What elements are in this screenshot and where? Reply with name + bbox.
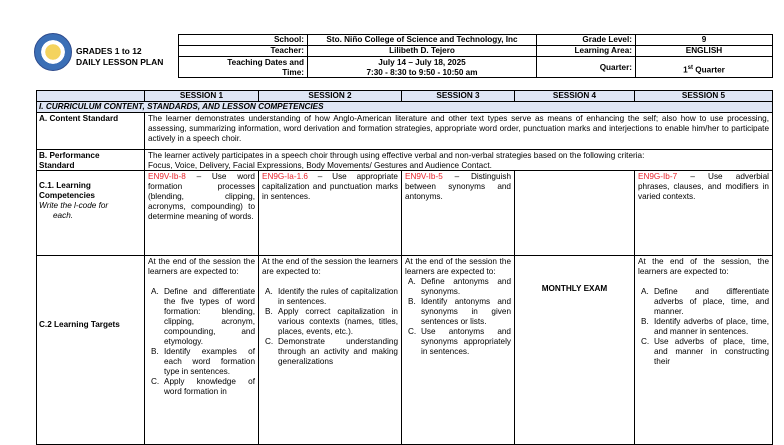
learning-area-label: Learning Area: — [536, 45, 636, 57]
learning-area-value: ENGLISH — [635, 45, 773, 57]
grade-label: Grade Level: — [536, 34, 636, 46]
competency-session-1: EN9V-Ib-8 – Use word formation processes (blending, clipping, acronyms, compounding) to determine meaning of words. — [144, 170, 259, 256]
target-item: A. Define and differentiate adverbs of place, time, and manner. — [641, 287, 769, 316]
targets-session-2: At the end of the session the learners are expected to: A. Identify the rules of capitalization in sentences. B. Apply correct capitalization in various contexts (names, titles, places, events, etc.). C. Demonstrate understanding through an activity and making generalizations — [258, 255, 402, 445]
competency-session-3: EN9V-Ib-5 – Distinguish between synonyms and antonyms. — [401, 170, 515, 256]
competency-session-4 — [514, 170, 635, 256]
content-standard-label: A. Content Standard — [36, 112, 145, 150]
target-item: B. Identify adverbs of place, time, and manner in sentences. — [641, 317, 769, 336]
session-1-header: SESSION 1 — [144, 90, 259, 102]
teacher-label: Teacher: — [178, 45, 308, 57]
monthly-exam: MONTHLY EXAM — [514, 255, 635, 445]
targets-session-1: At the end of the session the learners are expected to: A. Define and differentiate the five types of word formation: blending, clipping, acronym, compounding, and etymology. B. Identify examples of each word formation type in sentences. C. Apply knowledge of word formation in — [144, 255, 259, 445]
learning-targets-label: C.2 Learning Targets — [36, 255, 145, 445]
competency-session-5: EN9G-Ib-7 – Use adverbial phrases, clauses, and modifiers in varied contexts. — [634, 170, 773, 256]
grade-value: 9 — [635, 34, 773, 46]
quarter-value: 1st Quarter — [635, 56, 773, 78]
section-title: I. CURRICULUM CONTENT, STANDARDS, AND LESSON COMPETENCIES — [36, 101, 773, 113]
target-item: C. Apply knowledge of word formation in — [151, 377, 255, 396]
content-standard-text: The learner demonstrates understanding of how Anglo-American literature and other text types serve as means of enhancing the self; also how to use processing, assessing, summarizing information, word derivation and formation strategies, appropriate word order, punctuation marks and interjections to enable him/her to participate actively in a speech choir. — [144, 112, 773, 150]
target-item: B. Identify examples of each word formation type in sentences. — [151, 347, 255, 376]
target-item: C. Use antonyms and synonyms appropriately in sentences. — [408, 327, 511, 356]
target-item: C. Use adverbs of place, time, and manner in constructing their — [641, 337, 769, 366]
target-item: A. Identify the rules of capitalization in sentences. — [265, 287, 398, 306]
school-label: School: — [178, 34, 308, 46]
school-value: Sto. Niño College of Science and Technology, Inc — [307, 34, 537, 46]
target-item: A. Define and differentiate the five types of word formation: blending, clipping, acronym, compounding, and etymology. — [151, 287, 255, 346]
competencies-label: C.1. Learning Competencies Write the l-code for each. — [36, 170, 145, 256]
session-3-header: SESSION 3 — [401, 90, 515, 102]
performance-standard-label: B. Performance Standard — [36, 149, 145, 171]
teaching-dates-value: July 14 – July 18, 2025 7:30 - 8:30 to 9:50 - 10:50 am — [307, 56, 537, 78]
target-item: A. Define antonyms and synonyms. — [408, 277, 511, 296]
target-item: C. Demonstrate understanding through an activity and making generalizations — [265, 337, 398, 366]
competency-code: EN9V-Ib-5 — [405, 172, 443, 181]
session-4-header: SESSION 4 — [514, 90, 635, 102]
plan-title: GRADES 1 to 12 DAILY LESSON PLAN — [76, 46, 164, 67]
targets-session-5: At the end of the session, the learners are expected to: A. Define and differentiate adverbs of place, time, and manner. B. Identify adverbs of place, time, and manner in sentences. C. Use adverbs of place, time, and manner in constructing their — [634, 255, 773, 445]
session-5-header: SESSION 5 — [634, 90, 773, 102]
targets-session-3: At the end of the session the learners are expected to: A. Define antonyms and synonyms. B. Identify antonyms and synonyms in given sentences or lists. C. Use antonyms and synonyms appropriately in sentences. — [401, 255, 515, 445]
competency-session-2: EN9G-Ia-1.6 – Use appropriate capitalization and punctuation marks in sentences. — [258, 170, 402, 256]
competency-code: EN9V-Ib-8 — [148, 172, 186, 181]
deped-seal-icon — [34, 33, 72, 71]
target-item: B. Identify antonyms and synonyms in given sentences or lists. — [408, 297, 511, 326]
session-2-header: SESSION 2 — [258, 90, 402, 102]
target-item: B. Apply correct capitalization in various contexts (names, titles, places, events, etc.). — [265, 307, 398, 336]
performance-standard-text: The learner actively participates in a speech choir through using effective verbal and non-verbal strategies based on the following criteria: Focus, Voice, Delivery, Facial Expressions, Body Movements/ Gestures and Audience Contact. — [144, 149, 773, 171]
quarter-label: Quarter: — [536, 56, 636, 78]
competency-code: EN9G-Ia-1.6 — [262, 172, 308, 181]
competency-code: EN9G-Ib-7 — [638, 172, 678, 181]
teaching-dates-label: Teaching Dates and Time: — [178, 56, 308, 78]
teacher-value: Lilibeth D. Tejero — [307, 45, 537, 57]
